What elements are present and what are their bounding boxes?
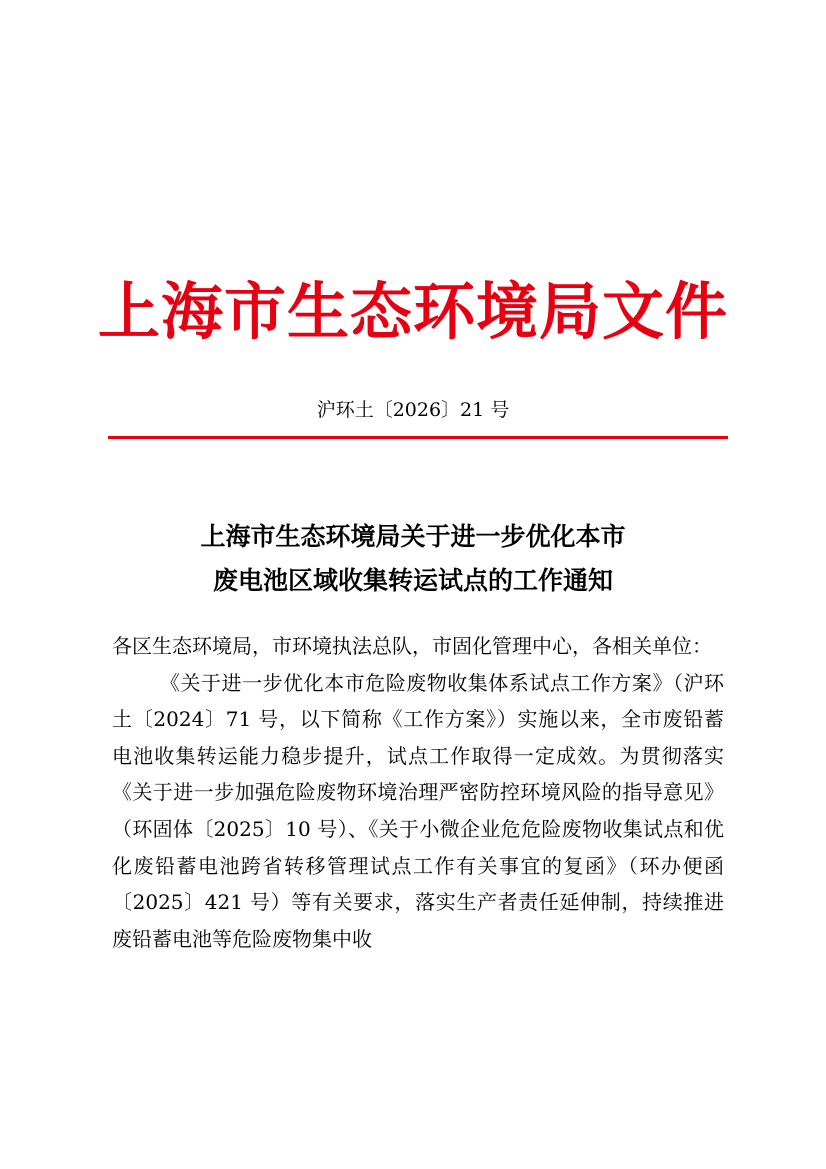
body-paragraph-1: 《关于进一步优化本市危险废物收集体系试点工作方案》（沪环土〔2024〕71 号，以下简称《工作方案》）实施以来，全市废铅蓄电池收集转运能力稳步提升，试点工作取得一定成效。为贯彻落实《关于进一步加强危险废物环境治理严密防控环境风险的指导意见》（环固体〔2025〕10 号）、《关于小微企业危危险废物收集试点和优化废铅蓄电池跨省转移管理试点工作有关事宜的复函》（环办便函〔2025〕421 号）等有关要求，落实生产者责任延伸制，持续推进废铅蓄电池等危险废物集中收 — [112, 670, 724, 951]
document-title-line-2: 废电池区域收集转运试点的工作通知 — [212, 566, 613, 595]
document-number: 沪环土〔2026〕21 号 — [316, 399, 510, 421]
document-title — [0, 515, 826, 603]
document-title-line-1: 上海市生态环境局关于进一步优化本市 — [200, 522, 626, 551]
agency-masthead-title: 上海市生态环境局文件 — [97, 275, 728, 348]
red-divider-line — [108, 436, 728, 439]
document-body — [112, 628, 724, 957]
addressee-line: 各区生态环境局，市环境执法总队，市固化管理中心，各相关单位： — [112, 634, 712, 658]
